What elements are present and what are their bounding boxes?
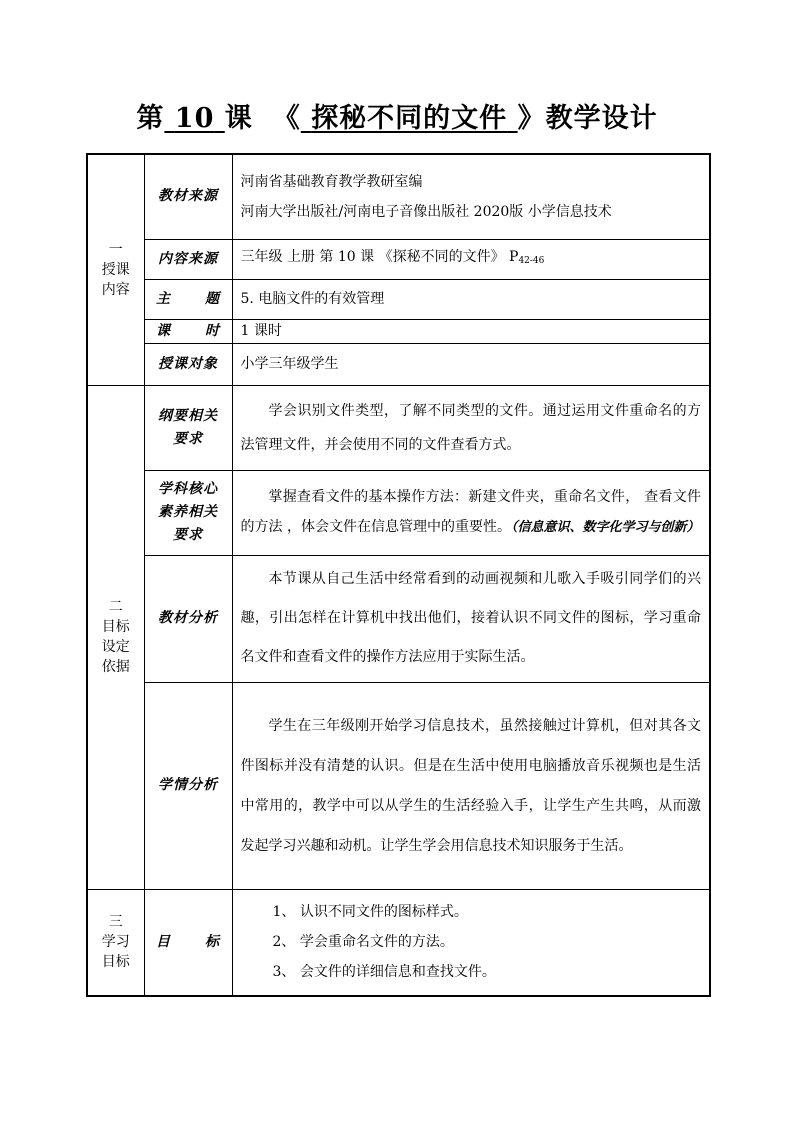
- core-highlight: （信息意识、数字化学习与创新）: [510, 520, 700, 535]
- row-period: [87, 319, 710, 343]
- title-close-quote: 》: [517, 103, 546, 134]
- row-goals: [87, 889, 710, 996]
- label-textbook-source: 教材来源: [144, 154, 232, 239]
- section-2-number: 二: [108, 599, 123, 615]
- textbook-source-line-1: 河南省基础教育教学教研室编: [240, 173, 423, 190]
- page-title: [0, 96, 794, 135]
- content-source-pages: 42-46: [518, 256, 545, 266]
- title-open-quote: 《: [272, 103, 301, 134]
- section-3-line-2: 目标: [101, 954, 130, 971]
- row-outline: [87, 385, 710, 470]
- value-topic: 5. 电脑文件的有效管理: [232, 279, 710, 319]
- value-material: 本节课从自己生活中经常看到的动画视频和儿歌入手吸引同学们的兴趣，引出怎样在计算机中找出他们，接着认识不同文件的图标，学习重命名文件和查看文件的操作方法应用于实际生活。: [232, 555, 710, 682]
- row-learner: [87, 682, 710, 889]
- value-period: 1 课时: [232, 319, 710, 343]
- label-learner: 学情分析: [144, 682, 232, 889]
- section-1-line-2: 内容: [101, 281, 130, 298]
- label-core: 学科核心 素养相关 要求: [144, 470, 232, 555]
- title-suffix: 教学设计: [545, 103, 658, 134]
- label-topic: 主 题: [144, 279, 232, 319]
- section-2-line-2: 设定: [101, 639, 130, 655]
- title-unit: 课: [224, 103, 253, 134]
- row-textbook-source: [87, 154, 710, 239]
- lesson-plan-table: [86, 153, 711, 997]
- row-core: [87, 470, 710, 555]
- row-topic: [87, 279, 710, 319]
- label-material: 教材分析: [144, 555, 232, 682]
- section-3-number: 三: [108, 914, 123, 931]
- value-core: [232, 470, 710, 555]
- goal-item-1: 1、 认识不同文件的图标样式。: [272, 904, 468, 921]
- goal-item-2: 2、 学会重命名文件的方法。: [272, 934, 454, 951]
- label-goals: 目 标: [144, 889, 232, 996]
- value-textbook-source: [232, 154, 710, 239]
- value-goals: [232, 889, 710, 996]
- label-outline: 纲要相关 要求: [144, 385, 232, 470]
- section-1-number: 一: [108, 241, 123, 258]
- value-learner: 学生在三年级刚开始学习信息技术，虽然接触过计算机，但对其各文件图标并没有清楚的认识。但是在生活中使用电脑播放音乐视频也是生活中常用的，教学中可以从学生的生活经验入手，让学生产生共鸣，从而激发起学习兴趣和动机。让学生学会用信息技术知识服务于生活。: [232, 682, 710, 889]
- title-prefix: 第: [136, 103, 165, 134]
- row-audience: [87, 343, 710, 385]
- value-content-source: [232, 239, 710, 279]
- row-content-source: [87, 239, 710, 279]
- section-3-line-1: 学习: [101, 934, 130, 951]
- title-lesson-number: 10: [174, 103, 215, 134]
- title-lesson-name: 探秘不同的文件: [311, 103, 508, 134]
- textbook-source-line-2: 河南大学出版社/河南电子音像出版社 2020版 小学信息技术: [240, 203, 612, 220]
- core-text: 掌握查看文件的基本操作方法：新建文件夹，重命名文件， 查看文件的方法 ，体会文件在信息管理中的重要性。: [240, 489, 701, 535]
- label-period: 课 时: [144, 319, 232, 343]
- section-2-line-3: 依据: [101, 659, 130, 675]
- row-material: [87, 555, 710, 682]
- content-source-text: 三年级 上册 第 10 课 《探秘不同的文件》 P: [240, 249, 519, 265]
- value-outline: 学会识别文件类型，了解不同类型的文件。通过运用文件重命名的方法管理文件，并会使用不同的文件查看方式。: [232, 385, 710, 470]
- section-2-cell: [87, 385, 144, 889]
- label-audience: 授课对象: [144, 343, 232, 385]
- section-2-line-1: 目标: [101, 619, 130, 635]
- section-3-cell: [87, 889, 144, 996]
- label-content-source: 内容来源: [144, 239, 232, 279]
- value-audience: 小学三年级学生: [232, 343, 710, 385]
- section-1-cell: [87, 154, 144, 385]
- goal-item-3: 3、 会文件的详细信息和查找文件。: [272, 964, 496, 981]
- section-1-line-1: 授课: [101, 261, 130, 278]
